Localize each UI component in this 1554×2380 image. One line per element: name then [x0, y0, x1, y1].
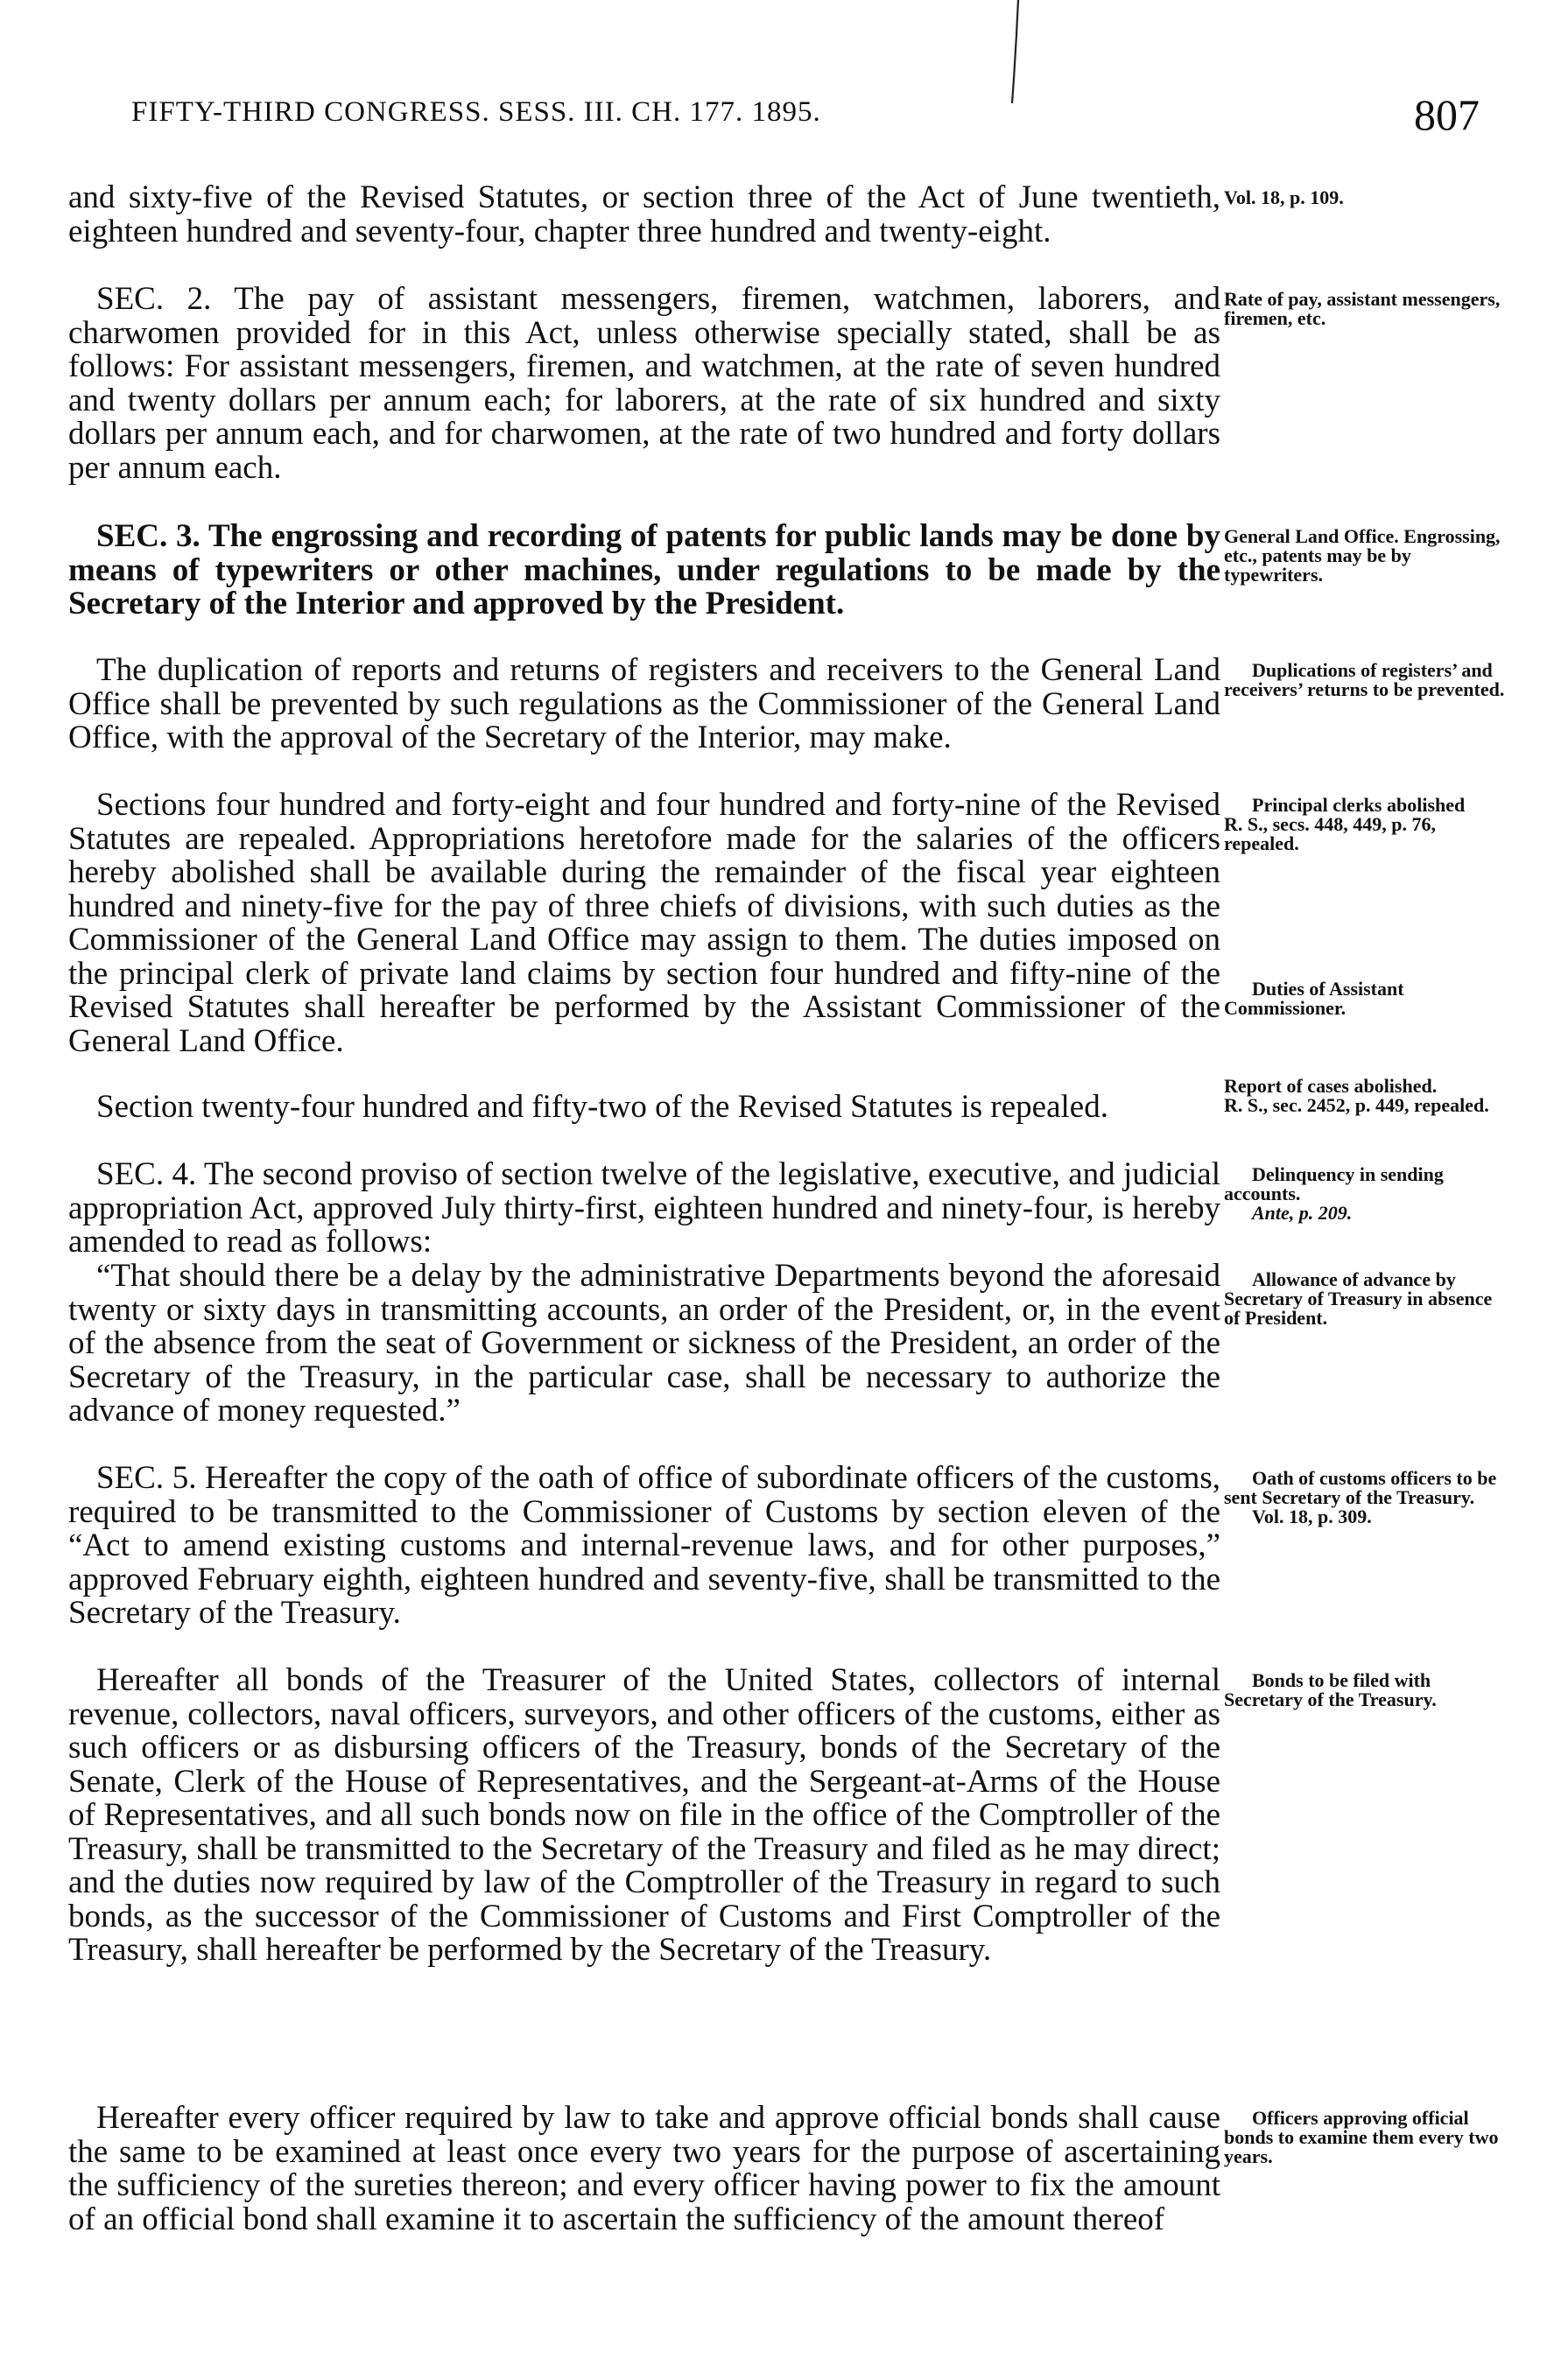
margin-note-rate-of-pay: Rate of pay, assistant messengers, firemen, etc. — [1224, 288, 1501, 329]
margin-note-bonds-filed: Bonds to be filed with Secretary of the Treasury. — [1224, 1669, 1437, 1710]
paragraph-sec-2: SEC. 2. The pay of assistant messengers, firemen, watchmen, laborers, and charwomen provided for in this Act, unless otherwise specially stated, shall be as follows: For assistant messengers, firemen, and watchmen, at the rate of seven hundred and twenty dollars per annum each; for laborers, at the rate of six hundred and sixty dollars per annum each, and for charwomen, at the rate of two hundred and forty dollars per annum each. — [68, 281, 1220, 486]
paragraph-sec-5: SEC. 5. Hereafter the copy of the oath of office of subordinate officers of the customs, required to be transmitted to the Commissioner of Customs by section eleven of the “Act to amend existing customs and internal-revenue laws, and for other purposes,” approved February eighth, eighteen hundred and seventy-five, shall be transmitted to the Secretary of the Treasury. — [68, 1460, 1220, 1631]
paragraph-bonds: Hereafter all bonds of the Treasurer of the United States, collectors of internal revenue, collectors, naval officers, surveyors, and other officers of the customs, either as such officers or as disbursing officers of the Treasury, bonds of the Secretary of the Senate, Clerk of the House of Representatives, and the Sergeant-at-Arms of the House of Representatives, and all such bonds now on file in the office of the Comptroller of the Treasury, shall be transmitted to the Secretary of the Treasury and filed as he may direct; and the duties now required by law of the Comptroller of the Treasury in regard to such bonds, as the successor of the Commissioner of Customs and First Comptroller of the Treasury, shall hereafter be performed by the Secretary of the Treasury. — [68, 1662, 1220, 1968]
page-number: 807 — [1414, 90, 1480, 139]
margin-note-delinquency: Delinquency in sending accounts. Ante, p. 209. — [1224, 1165, 1506, 1223]
margin-note-report-of-cases: Report of cases abolished. R. S., sec. 2452, p. 449, repealed. — [1224, 1077, 1506, 1115]
margin-note-vol18-p109: Vol. 18, p. 109. — [1224, 186, 1344, 208]
margin-note-oath-of-customs: Oath of customs officers to be sent Secretary of the Treasury. Vol. 18, p. 309. — [1224, 1469, 1506, 1527]
margin-note-officers-approving: Officers approving official bonds to examine them every two years. — [1224, 2107, 1499, 2167]
paragraph-sec-4: SEC. 4. The second proviso of section twelve of the legislative, executive, and judicial appropriation Act, approved July thirty-first, eighteen hundred and ninety-four, is hereby amended to read as follows: — [68, 1156, 1221, 1260]
paragraph-duplication: The duplication of reports and returns of registers and receivers to the General Land Office shall be prevented by such regulations as the Commissioner of the General Land Office, with the approval of the Secretary of the Interior, may make. — [68, 652, 1220, 755]
running-header — [131, 89, 1480, 142]
margin-note-reference: R. S., secs. 448, 449, p. 76, repealed. — [1224, 813, 1437, 854]
margin-note-reference: Vol. 18, p. 309. — [1252, 1506, 1372, 1527]
paragraph-officers-approving: Hereafter every officer required by law to take and approve official bonds shall cause the same to be examined at least once every two years for the purpose of ascertaining the sufficiency of the sureties thereon; and every officer having power to fix the amount of an official bond shall examine it to ascertain the sufficiency of the amount thereof — [68, 2100, 1220, 2237]
margin-note-general-land-office: General Land Office. Engrossing, etc., patents may be by typewriters. — [1224, 525, 1501, 586]
margin-note-principal-clerks: Principal clerks abolished R. S., secs. 448, 449, p. 76, repealed. — [1224, 796, 1506, 853]
margin-note-reference: Ante, p. 209. — [1252, 1202, 1353, 1224]
margin-note-duties-assistant-commissioner: Duties of Assistant Commissioner. — [1224, 978, 1404, 1019]
margin-note-duplications: Duplications of registers’ and receivers’ returns to be prevented. — [1224, 659, 1505, 700]
paragraph-sections-repealed: Sections four hundred and forty-eight and four hundred and forty-nine of the Revised Statutes are repealed. Appropriations heretofore made for the salaries of the officers hereby abolished shall be available during the remainder of the fiscal year eighteen hundred and ninety-five for the pay of three chiefs of divisions, with such duties as the Commissioner of the General Land Office may assign to them. The duties imposed on the principal clerk of private land claims by section four hundred and fifty-nine of the Revised Statutes shall hereafter be performed by the Assistant Commissioner of the General Land Office. — [68, 787, 1220, 1059]
margin-note-reference: R. S., sec. 2452, p. 449, repealed. — [1224, 1094, 1489, 1116]
paragraph-quoted-proviso: “That should there be a delay by the administrative Departments beyond the aforesaid twenty or sixty days in transmitting accounts, an order of the President, or, in the event of the absence from the seat of Government or sickness of the President, an order of the Secretary of the Treasury, in the particular case, shall be necessary to authorize the advance of money requested.” — [68, 1258, 1220, 1429]
paragraph-continuation: and sixty-five of the Revised Statutes, or section three of the Act of June twentieth, eighteen hundred and seventy-four, chapter three hundred and twenty-eight. — [68, 179, 1220, 249]
margin-note-allowance-of-advance: Allowance of advance by Secretary of Treasury in absence of President. — [1224, 1268, 1493, 1329]
running-head-title: FIFTY-THIRD CONGRESS. SESS. III. CH. 177. 1895. — [131, 96, 821, 128]
paragraph-sec-3: SEC. 3. The engrossing and recording of patents for public lands may be done by means of typewriters or other machines, under regulations to be made by the Secretary of the Interior and approved by the President. — [68, 518, 1220, 621]
paragraph-section-2452: Section twenty-four hundred and fifty-two of the Revised Statutes is repealed. — [96, 1089, 1108, 1125]
